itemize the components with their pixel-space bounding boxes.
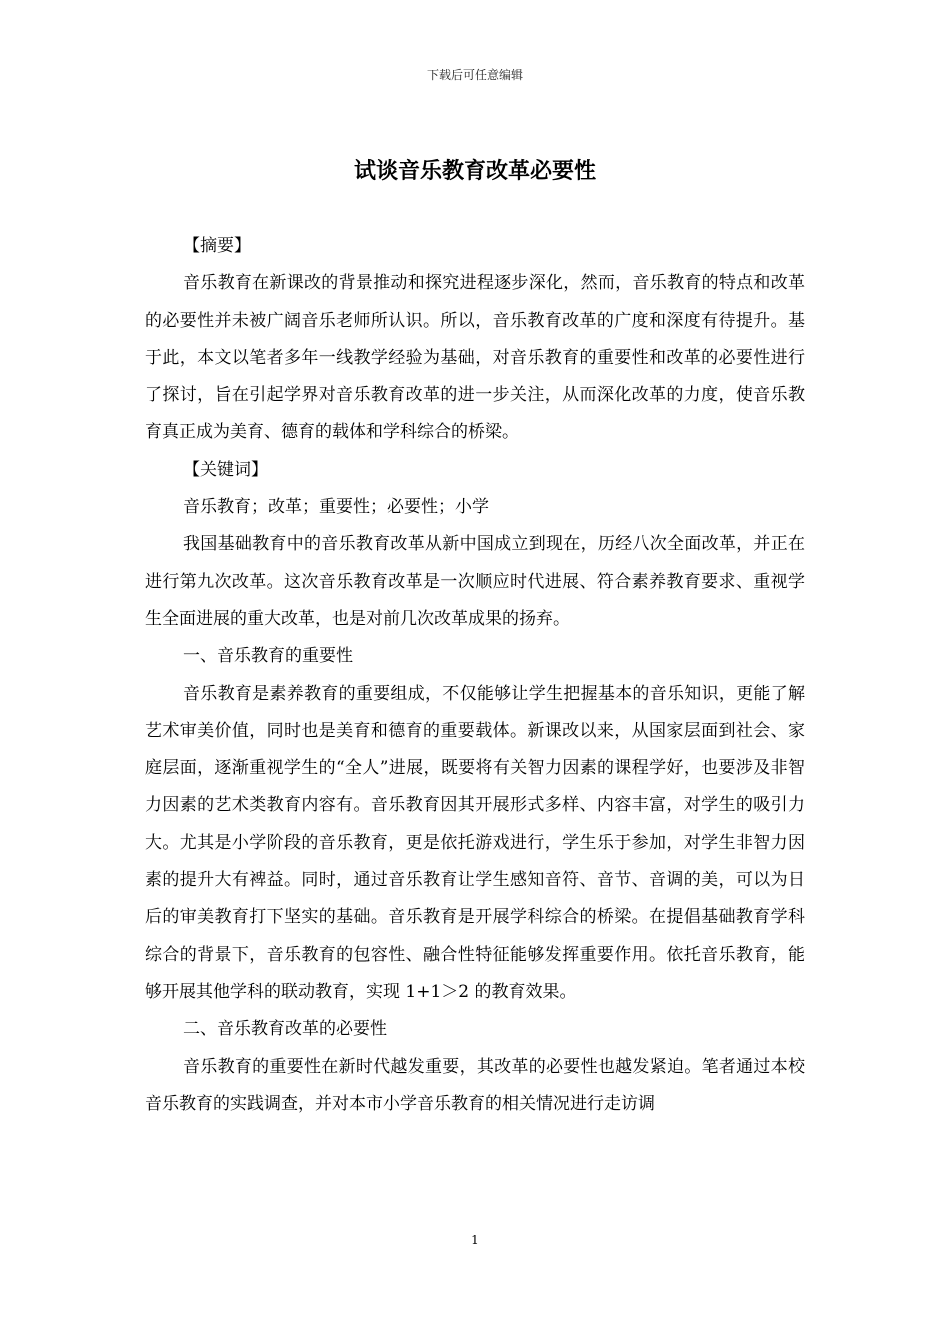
keywords-paragraph: 音乐教育；改革；重要性；必要性；小学 [183,497,489,518]
document-title: 试谈音乐教育改革必要性 [353,158,596,184]
section-1-paragraph: 音乐教育是素养教育的重要组成，不仅能够让学生把握基本的音乐知识，更能了解艺术审美价值，同时也是美育和德育的重要载体。新课改以来，从国家层面到社会、家庭层面，逐渐重视学生的“全人”进展，既要将有关智力因素的课程学好，也要涉及非智力因素的艺术类教育内容有。音乐教育因其开展形式多样、内容丰富，对学生的吸引力大。尤其是小学阶段的音乐教育，更是依托游戏进行，学生乐于参加，对学生非智力因素的提升大有裨益。同时，通过音乐教育让学生感知音符、音节、音调的美，可以为日后的审美教育打下坚实的基础。音乐教育是开展学科综合的桥梁。在提倡基础教育学科综合的背景下，音乐教育的包容性、融合性特征能够发挥重要作用。依托音乐教育，能够开展其他学科的联动教育，实现 1+1＞2 的教育效果。 [145,683,805,1002]
page-number: 1 [471,1233,479,1247]
keywords-heading: 【关键词】 [183,459,268,480]
section-2-paragraph: 音乐教育的重要性在新时代越发重要，其改革的必要性也越发紧迫。笔者通过本校音乐教育的实践调查，并对本市小学音乐教育的相关情况进行走访调 [145,1056,805,1114]
document-body [145,228,805,1123]
abstract-paragraph: 音乐教育在新课改的背景推动和探究进程逐步深化，然而，音乐教育的特点和改革的必要性并未被广阔音乐老师所认识。所以，音乐教育改革的广度和深度有待提升。基于此，本文以笔者多年一线教学经验为基础，对音乐教育的重要性和改革的必要性进行了探讨，旨在引起学界对音乐教育改革的进一步关注，从而深化改革的力度，使音乐教育真正成为美育、德育的载体和学科综合的桥梁。 [145,273,805,443]
section-heading-1: 一、音乐教育的重要性 [183,646,353,667]
section-heading-2: 二、音乐教育改革的必要性 [183,1019,387,1040]
abstract-heading: 【摘要】 [183,236,251,256]
header-note: 下载后可任意编辑 [426,68,523,82]
intro-paragraph: 我国基础教育中的音乐教育改革从新中国成立到现在，历经八次全面改革，并正在进行第九次改革。这次音乐教育改革是一次顺应时代进展、符合素养教育要求、重视学生全面进展的重大改革，也是对前几次改革成果的扬弃。 [145,534,805,629]
